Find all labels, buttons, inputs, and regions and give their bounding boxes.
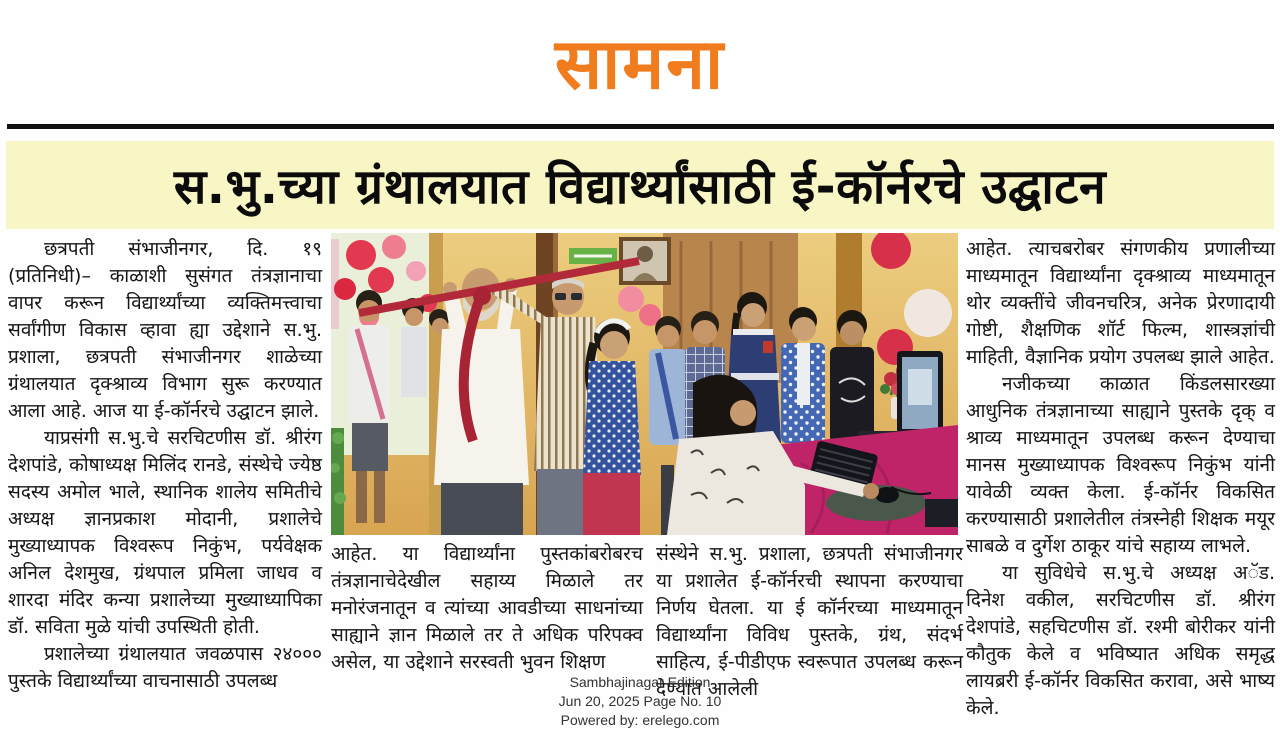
article-paragraph: आहेत. त्याचबरोबर संगणकीय प्रणालीच्या माध्यमातून विद्यार्थ्यांना दृक्श्राव्य माध्यमातून थोर व्यक्तींचे जीवनचरित्र, अनेक प्रेरणादायी गोष्टी, शैक्षणिक शॉर्ट फिल्म, शास्त्रज्ञांची माहिती, वैज्ञानिक प्रयोग उपलब्ध झाले आहेत. [966, 238, 1275, 368]
green-sign [569, 248, 617, 264]
article-column-right [966, 236, 1275, 722]
news-photo [331, 233, 958, 535]
article-paragraph: नजीकच्या काळात किंडलसारख्या आधुनिक तंत्रज्ञानाच्या साह्याने पुस्तके दृक् व श्राव्य माध्यमातून उपलब्ध करून देण्याचा मानस मुख्याध्यापक विश्वरूप निकुंभ यांनी यावेळी व्यक्त केला. ई-कॉर्नर विकसित करण्यासाठी प्रशालेतील तंत्रस्नेही शिक्षक मयूर साबळे व दुर्गेश ठाकूर यांचे सहाय्य लाभले. [966, 373, 1275, 557]
photo-illustration [331, 233, 958, 535]
footer-date-page: Jun 20, 2025 Page No. 10 [558, 693, 722, 709]
article-paragraph: छत्रपती संभाजीनगर, दि. १९ (प्रतिनिधी)– काळाशी सुसंगत तंत्रज्ञानाचा वापर करून विद्यार्थ्यांच्या व्यक्तिमत्त्वाचा सर्वांगीण विकास व्हावा ह्या उद्देशाने स.भु. प्रशाला, छत्रपती संभाजीनगर शाळेच्या ग्रंथालयात दृक्श्राव्य विभाग सुरू करण्यात आला आहे. आज या ई-कॉर्नरचे उद्घाटन झाले. [8, 238, 322, 422]
footer-powered-by: Powered by: erelego.com [560, 712, 720, 728]
footer-edition: Sambhajinagar Edition [569, 674, 711, 690]
article-paragraph: प्रशालेच्या ग्रंथालयात जवळपास २४००० पुस्तके विद्यार्थ्यांच्या वाचनासाठी उपलब्ध [8, 643, 322, 692]
article-paragraph: संस्थेने स.भु. प्रशाला, छत्रपती संभाजीनगर या प्रशालेत ई-कॉर्नरची स्थापना करण्याचा निर्णय घेतला. या ई कॉर्नरच्या माध्यमातून विद्यार्थ्यांना विविध पुस्तके, ग्रंथ, संदर्भ साहित्य, ई-पीडीएफ स्वरूपात उपलब्ध करून देण्यात आलेली [656, 543, 963, 700]
article-column-left [8, 236, 322, 695]
masthead-divider [7, 124, 1274, 129]
masthead-title: सामना [554, 23, 726, 105]
page-footer [0, 673, 1280, 730]
article-paragraph: आहेत. या विद्यार्थ्यांना पुस्तकांबरोबरच तंत्रज्ञानाचेदेखील सहाय्य मिळाले तर मनोरंजनातून व त्यांच्या आवडीच्या साधनांच्या साह्याने ज्ञान मिळाले तर ते अधिक परिपक्व असेल, या उद्देशाने सरस्वती भुवन शिक्षण [331, 543, 643, 673]
headline-text: स.भु.च्या ग्रंथालयात विद्यार्थ्यांसाठी ई-कॉर्नरचे उद्घाटन [173, 158, 1107, 215]
article-column-mid-1 [331, 541, 643, 676]
article-paragraph: याप्रसंगी स.भु.चे सरचिटणीस डॉ. श्रीरंग देशपांडे, कोषाध्यक्ष मिलिंद रानडे, संस्थेचे ज्येष्ठ सदस्य अमोल भाले, स्थानिक शालेय समितीचे अध्यक्ष ज्ञानप्रकाश मोदानी, प्रशालेचे मुख्याध्यापक विश्वरूप निकुंभ, पर्यवेक्षक अनिल देशमुख, ग्रंथपाल प्रमिला जाधव व शारदा मंदिर कन्या प्रशालेच्या मुख्याध्यापिका डॉ. सविता मुळे यांची उपस्थिती होती. [8, 427, 322, 638]
article-paragraph: या सुविधेचे स.भु.चे अध्यक्ष अॅड. दिनेश वकील, सरचिटणीस डॉ. श्रीरंग देशपांडे, सहचिटणीस डॉ. रश्मी बोरीकर यांनी कौतुक केले व भविष्यात अधिक समृद्ध लायब्ररी ई-कॉर्नर विकसित करावा, असे भाष्य केले. [966, 562, 1275, 719]
headline-band [6, 141, 1274, 229]
